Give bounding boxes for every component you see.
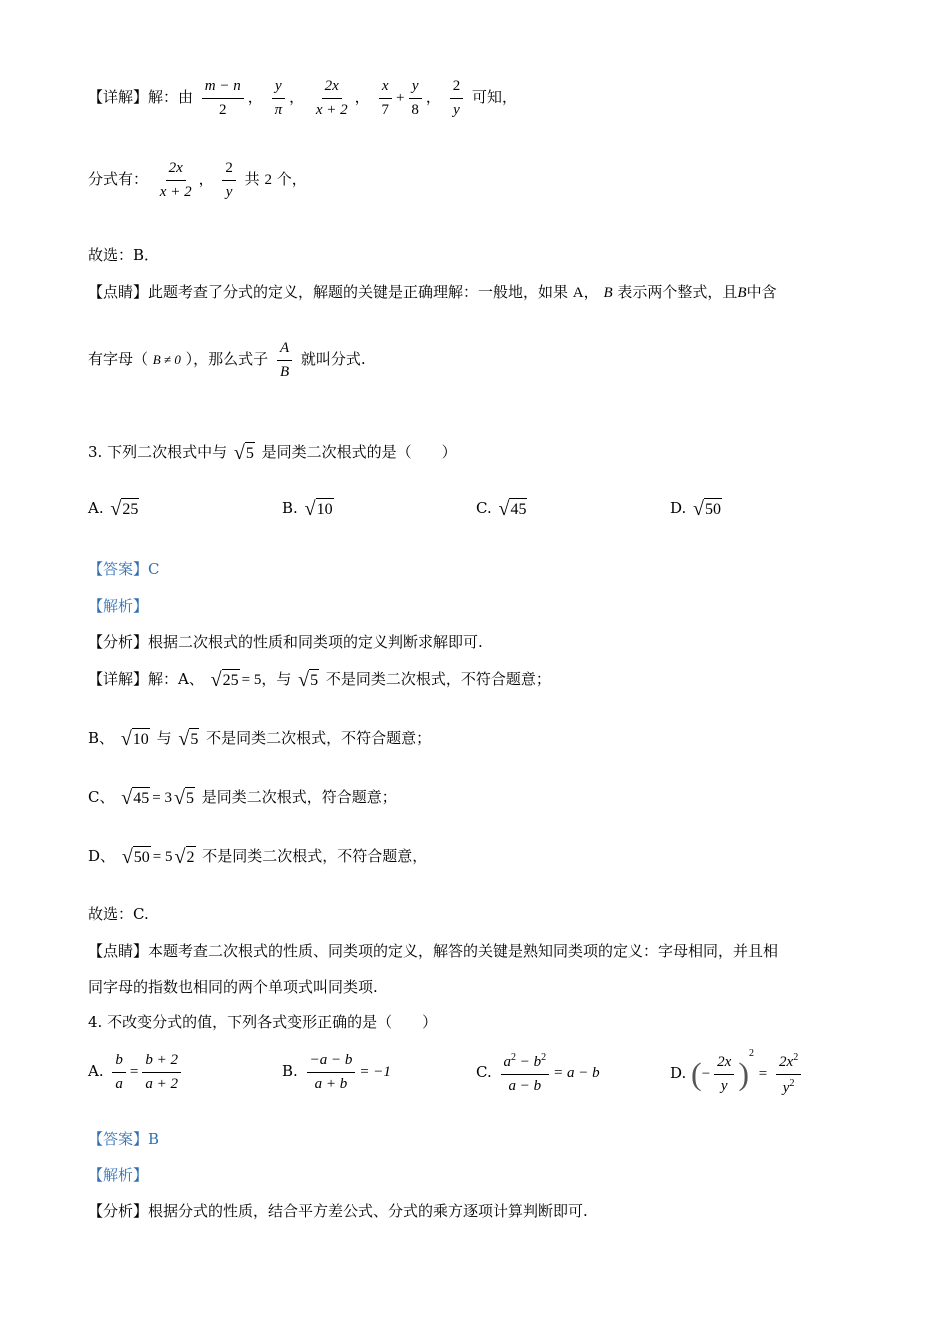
q2-choose: 故选：B．	[88, 246, 160, 264]
q3-comment-line1: 【点睛】本题考查二次根式的性质、同类项的定义，解答的关键是熟知同类项的定义：字母相同，并且相	[88, 942, 779, 960]
q3-option-b: B. √ 10	[282, 498, 333, 520]
q3-comment-line2: 同字母的指数也相同的两个单项式叫同类项.	[88, 978, 378, 996]
fraction-y-over-pi: $\frac{y}{\pi}$	[272, 78, 286, 118]
q4-option-c: C. $\frac{a^2 - b^2}{a - b}$ = a − b	[476, 1052, 600, 1094]
q3-detail-b: B、 √ 10 与 √ 5 不是同类二次根式，不符合题意；	[88, 728, 432, 750]
q3-detail-d: D、 √ 50 = 5 √ 2 不是同类二次根式，不符合题意，	[88, 846, 428, 868]
fraction-2x-over-x-plus-2: $\frac{2x}{x + 2}$	[159, 160, 192, 200]
fraction-2-over-y: $\frac{2}{y}$	[222, 160, 236, 200]
sqrt-5: √ 5	[233, 442, 254, 464]
q3-analysis: 【分析】根据二次根式的性质和同类项的定义判断求解即可.	[88, 633, 483, 651]
fraction-y-over-8: $\frac{y}{8}$	[408, 78, 422, 118]
q4-analysis-title: 【解析】	[88, 1166, 149, 1184]
q3-detail-c: C、 √ 45 = 3 √ 5 是同类二次根式，符合题意；	[88, 787, 397, 809]
q3-option-c: C. √ 45	[476, 498, 527, 520]
q3-stem: 3. 下列二次根式中与 √ 5 是同类二次根式的是（ ）	[88, 442, 457, 464]
fraction-a-over-b: $\frac{A}{B}$	[277, 340, 292, 380]
q2-comment-line2: 有字母（ B ≠ 0 ），那么式子 $\frac{A}{B}$ 就叫分式.	[88, 340, 366, 380]
q4-option-a: A. $\frac{b}{a}$ = $\frac{b + 2}{a + 2}$	[88, 1052, 185, 1092]
q2-detail-line: 【详解】解：由 $\frac{m - n}{2}$ ， $\frac{y}{\pi}$ ， $\frac{2x}{x + 2}$ ， $\frac{x}{7}$ + $\frac{y}{8}$ ， $\frac{2}{y}$ 可知，	[88, 78, 518, 118]
q3-answer: 【答案】C	[88, 560, 160, 578]
q3-option-d: D. √ 50	[670, 498, 722, 520]
q4-stem: 4. 不改变分式的值，下列各式变形正确的是（ ）	[88, 1013, 438, 1031]
q2-detail-prefix: 【详解】解：由	[88, 88, 194, 106]
fraction-x-over-7: $\frac{x}{7}$	[378, 78, 392, 118]
fractions-count-line: 分式有： $\frac{2x}{x + 2}$ ， $\frac{2}{y}$ 共 2 个，	[88, 160, 307, 200]
fraction-m-minus-n-over-2: $\frac{m - n}{2}$	[202, 78, 244, 118]
q3-choose: 故选：C.	[88, 905, 149, 923]
q2-comment-line1: 【点睛】此题考查了分式的定义，解题的关键是正确理解：一般地，如果 A， B 表示两个整式，且B中含	[88, 283, 777, 301]
q4-analysis: 【分析】根据分式的性质，结合平方差公式、分式的乘方逐项计算判断即可.	[88, 1202, 588, 1220]
fraction-2x-over-x-plus-2: $\frac{2x}{x + 2}$	[315, 78, 348, 118]
fraction-2-over-y: $\frac{2}{y}$	[450, 78, 464, 118]
q3-detail-a: 【详解】解：A、 √ 25 = 5，与 √ 5 不是同类二次根式，不符合题意；	[88, 669, 551, 691]
q4-option-b: B. $\frac{-a - b}{a + b}$ = −1	[282, 1052, 391, 1092]
q3-analysis-title: 【解析】	[88, 597, 149, 615]
q4-answer: 【答案】B	[88, 1130, 160, 1148]
q4-option-d: D. (− $\frac{2x}{y}$ )$^2$ = $\frac{2x^2}{y^2}$	[670, 1048, 805, 1096]
q3-option-a: A. √ 25	[88, 498, 139, 520]
